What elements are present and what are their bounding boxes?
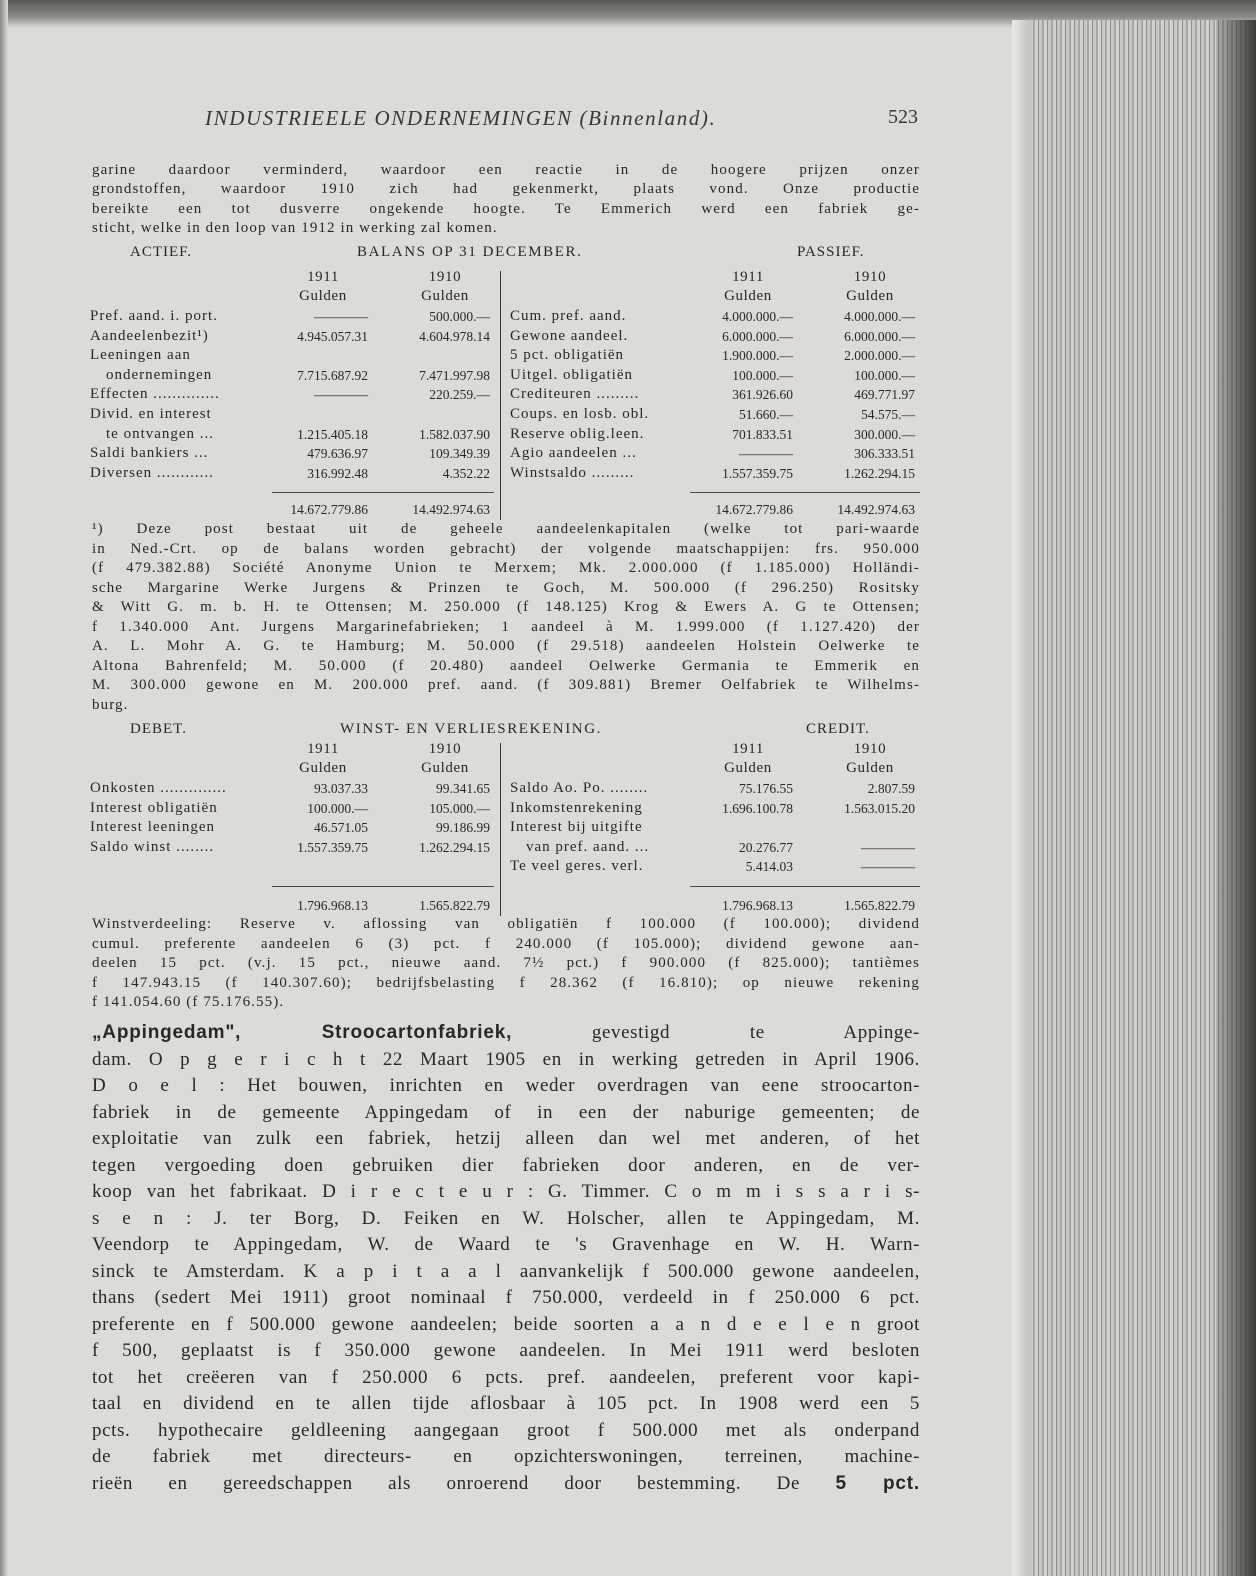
right_rows-row [0,366,1256,385]
row-label: Cum. pref. aand. [510,308,627,324]
row-label: Diversen ............ [90,464,214,481]
value-1910: 1.563.015.20 [844,800,915,816]
unit-header-l2: Gulden [421,760,469,776]
year-header-r2: 1910 [853,741,887,757]
value-1911: 4.000.000.— [722,309,793,324]
text-segment: gevestigd te Appinge- [512,1022,920,1043]
total-1910: 14.492.974.63 [412,502,490,517]
value-1910: ———— [861,839,915,855]
text-line: burg. [92,696,129,713]
text-segment: thans (sedert Mei 1911) groot nominaal f 750.000, verdeeld in f 250.000 6 pct. [92,1287,920,1308]
text-line [92,1153,920,1179]
text-segment: f 500, geplaatst is f 350.000 gewone aandeelen. In Mei 1911 werd besloten [92,1340,920,1361]
value-1911: 5.414.03 [745,859,793,875]
total-rule-right [690,886,920,887]
row-label: Inkomstenrekening [510,799,643,816]
column-divider [500,271,501,520]
total-1911: 14.672.779.86 [715,502,793,517]
value-1910: 500.000.— [429,309,490,324]
row-label: te ontvangen ... [106,425,215,442]
text-segment: Veendorp te Appingedam, W. de Waard te 's Gravenhage en W. H. Warn- [92,1234,920,1255]
year-header-r1: 1911 [732,741,764,757]
unit-header-l1: Gulden [299,288,347,304]
total-1910: 1.565.822.79 [419,898,490,913]
value-1911: 75.176.55 [739,781,793,796]
column-divider [500,743,501,916]
text-line: Altona Bahrenfeld; M. 50.000 (f 20.480) aandeel Oelwerke Germania te Emmerik en [92,657,920,674]
row-label: ondernemingen [106,366,213,383]
text-line [92,1020,920,1046]
value-1910: 1.262.294.15 [844,465,915,481]
total-1911: 1.796.968.13 [297,898,368,913]
value-1910: 469.771.97 [854,387,915,403]
right_rows-row [0,307,1256,326]
row-label: Te veel geres. verl. [510,858,644,875]
row-label: Uitgel. obligatiën [510,366,633,383]
text-line [92,1126,920,1152]
right_rows-row [0,444,1256,463]
value-1911: 701.833.51 [732,426,793,442]
unit-header-r2: Gulden [846,760,894,776]
running-header-title: INDUSTRIEELE ONDERNEMINGEN (Binnenland). [205,106,717,130]
unit-header-l2: Gulden [421,288,469,304]
text-line: f 141.054.60 (f 75.176.55). [92,994,285,1010]
text-line: sticht, welke in den loop van 1912 in werking zal komen. [92,220,498,237]
value-1910: 4.604.978.14 [419,328,490,344]
row-label: 5 pct. obligatiën [510,347,625,364]
value-1911: 1.557.359.75 [722,465,793,481]
value-1911: 316.992.48 [307,465,368,481]
value-1910: 4.000.000.— [844,309,915,324]
total-1911: 1.796.968.13 [722,898,793,913]
total-1911: 14.672.779.86 [290,502,368,517]
value-1910: ———— [861,859,915,875]
unit-header-r1: Gulden [724,288,772,304]
right_rows-row [0,425,1256,444]
winst-left-heading: DEBET. [130,721,187,737]
value-1911: 46.571.05 [314,820,368,836]
year-header-r2: 1910 [853,269,887,285]
bold-text: „Appingedam", Stroocartonfabriek, [92,1022,513,1043]
value-1911: 7.715.687.92 [297,367,368,383]
value-1911: 100.000.— [732,367,793,383]
row-label: Interest bij uitgifte [510,819,643,836]
row-label: Gewone aandeel. [510,327,629,344]
row-label: van pref. aand. ... [526,838,650,855]
text-line [92,1073,920,1099]
right_rows-row [0,838,1256,857]
row-label: Leeningen aan [90,347,191,364]
page-number: 523 [888,106,918,128]
value-1910: 306.333.51 [854,446,915,462]
right_rows-row [0,327,1256,346]
winst-right-heading: CREDIT. [806,721,870,737]
value-1910: 300.000.— [854,426,915,442]
text-segment: taal en dividend en te allen tijde aflosbaar à 105 pct. In 1908 werd een 5 [92,1393,920,1414]
year-header-l2: 1910 [428,741,462,757]
row-label: Aandeelenbezit¹) [90,327,209,344]
text-line [92,1444,920,1470]
year-header-l1: 1911 [307,741,339,757]
text-line: Winstverdeeling: Reserve v. aflossing van obligatiën f 100.000 (f 100.000); dividend [92,916,920,932]
right_rows-row [0,779,1256,798]
row-label: Pref. aand. i. port. [90,308,218,324]
text-segment: preferente en f 500.000 gewone aandeelen; beide soorten a a n d e e l e n groot [92,1313,920,1335]
text-line: garine daardoor verminderd, waardoor een reactie in de hoogere prijzen onzer [92,162,920,178]
balans-right-heading: PASSIEF. [797,244,865,260]
value-1910: 6.000.000.— [844,328,915,344]
text-line: grondstoffen, waardoor 1910 zich had gekenmerkt, plaats vond. Onze productie [92,181,920,198]
text-line [92,1471,920,1497]
text-line [92,1259,920,1285]
text-line [92,1285,920,1311]
text-line [92,1047,920,1073]
value-1910: 4.352.22 [442,465,490,481]
value-1911: 51.660.— [739,407,793,422]
text-segment: koop van het fabrikaat. D i r e c t e u r : G. Timmer. C o m m i s s a r i s- [92,1181,920,1202]
text-segment: tegen vergoeding doen gebruiken dier fabrieken door anderen, en de ver- [92,1154,920,1176]
text-segment: s e n : J. ter Borg, D. Feiken en W. Holscher, allen te Appingedam, M. [92,1207,920,1229]
text-segment: pcts. hypothecaire geldleening aangegaan groot f 500.000 met als onderpand [92,1419,920,1441]
text-segment: tot het creëeren van f 250.000 6 pcts. pref. aandeelen, preferent voor kapi- [92,1366,920,1388]
unit-header-r1: Gulden [724,760,772,776]
value-1910: 1.582.037.90 [419,426,490,442]
total-1910: 1.565.822.79 [844,898,915,913]
value-1911: 93.037.33 [314,781,368,796]
text-line [92,1312,920,1338]
value-1911: 361.926.60 [732,387,793,403]
text-segment: dam. O p g e r i c h t 22 Maart 1905 en in werking getreden in April 1906. [92,1048,920,1070]
row-label: Crediteuren ......... [510,386,640,403]
text-segment: de fabriek met directeurs- en opzichterswoningen, terreinen, machine- [92,1446,920,1467]
text-line [92,1206,920,1232]
value-1910: 109.349.39 [429,446,490,462]
row-label: Effecten .............. [90,386,220,403]
right_rows-row [0,405,1256,424]
row-label: Reserve oblig.leen. [510,425,645,442]
total-rule-left [272,886,494,887]
row-label: Interest obligatiën [90,799,218,816]
year-header-l1: 1911 [307,269,339,285]
balans-title: BALANS OP 31 DECEMBER. [357,244,583,260]
row-label: Divid. en interest [90,406,212,422]
text-line [92,1338,920,1364]
row-label: Winstsaldo ......... [510,464,635,481]
text-line: sche Margarine Werke Jurgens & Prinzen te Goch, M. 500.000 (f 296.250) Rositsky [92,579,920,596]
text-segment: exploitatie van zulk een fabriek, hetzij alleen dan wel met anderen, of het [92,1128,920,1149]
text-line [92,1179,920,1205]
text-line [92,1418,920,1444]
year-header-l2: 1910 [428,269,462,285]
value-1911: 6.000.000.— [722,328,793,344]
text-segment: rieën en gereedschappen als onroerend door bestemming. De [92,1472,836,1494]
value-1911: 1.215.405.18 [297,426,368,442]
text-segment: D o e l : Het bouwen, inrichten en weder overdragen van eene stroocarton- [92,1075,920,1096]
value-1911: 1.900.000.— [722,348,793,364]
value-1910: 99.341.65 [436,781,490,796]
right_rows-row [0,464,1256,483]
row-label: Saldo winst ........ [90,838,215,855]
total-rule-left [272,492,494,493]
row-label: Saldo Ao. Po. ........ [510,780,649,796]
value-1910: 1.262.294.15 [419,839,490,855]
unit-header-l1: Gulden [299,760,347,776]
row-label: Agio aandeelen ... [510,445,637,462]
unit-header-r2: Gulden [846,288,894,304]
text-line: M. 300.000 gewone en M. 200.000 pref. aand. (f 309.881) Bremer Oelfabriek te Wilhelms- [92,677,920,693]
text-segment: fabriek in de gemeente Appingedam of in een der naburige gemeenten; de [92,1101,920,1123]
text-line: f 147.943.15 (f 140.307.60); bedrijfsbelasting f 28.362 (f 16.810); op nieuwe rekening [92,974,920,991]
winst-title: WINST- EN VERLIESREKENING. [340,721,603,737]
text-line [92,1365,920,1391]
row-label: Onkosten .............. [90,780,227,796]
value-1910: 2.807.59 [867,781,915,796]
value-1910: 105.000.— [429,800,490,816]
value-1911: ———— [314,387,368,403]
text-line [92,1232,920,1258]
right_rows-row [0,346,1256,365]
text-line: in Ned.-Crt. op de balans worden gebracht) der volgende maatschappijen: frs. 950.000 [92,540,920,557]
right_rows-row [0,857,1256,876]
row-label: Saldi bankiers ... [90,445,209,462]
value-1911: 1.557.359.75 [297,839,368,855]
text-line: f 1.340.000 Ant. Jurgens Margarinefabrieken; 1 aandeel à M. 1.999.000 (f 1.127.420) der [92,618,920,635]
value-1911: 20.276.77 [739,839,793,855]
bold-text: 5 pct. [835,1472,920,1494]
value-1911: 479.636.97 [307,446,368,462]
year-header-r1: 1911 [732,269,764,285]
text-line: deelen 15 pct. (v.j. 15 pct., nieuwe aand. 7½ pct.) f 900.000 (f 825.000); tantièmes [92,955,920,971]
row-label: Interest leeningen [90,819,216,836]
value-1911: ———— [739,446,793,462]
text-line [92,1100,920,1126]
text-line: bereikte een tot dusverre ongekende hoogte. Te Emmerich werd een fabriek ge- [92,200,920,217]
right_rows-row [0,385,1256,404]
total-rule-right [690,492,920,493]
text-line: cumul. preferente aandeelen 6 (3) pct. f 240.000 (f 105.000); dividend gewone aan- [92,935,920,952]
value-1911: 1.696.100.78 [722,800,793,816]
value-1910: 220.259.— [429,387,490,403]
right_rows-row [0,799,1256,818]
text-line: A. L. Mohr A. G. te Hamburg; M. 50.000 (f 29.518) aandeelen Holstein Oelwerke te [92,638,920,654]
right_rows-row [0,818,1256,837]
value-1910: 54.575.— [861,407,915,422]
total-1910: 14.492.974.63 [837,502,915,517]
value-1911: 4.945.057.31 [297,328,368,344]
text-line: (f 479.382.88) Société Anonyme Union te Merxem; Mk. 2.000.000 (f 1.185.000) Holländi- [92,560,920,576]
balans-left-heading: ACTIEF. [130,244,193,260]
text-segment: sinck te Amsterdam. K a p i t a a l aanvankelijk f 500.000 gewone aandeelen, [92,1260,920,1282]
value-1910: 99.186.99 [436,820,490,836]
text-line: ¹) Deze post bestaat uit de geheele aandeelenkapitalen (welke tot pari-waarde [92,521,920,537]
value-1910: 100.000.— [854,367,915,383]
value-1911: 100.000.— [307,800,368,816]
value-1910: 7.471.997.98 [419,367,490,383]
value-1911: ———— [314,309,368,324]
text-line [92,1391,920,1417]
text-line: & Witt G. m. b. H. te Ottensen; M. 250.000 (f 148.125) Krog & Ewers A. G te Ottensen; [92,599,920,615]
row-label: Coups. en losb. obl. [510,406,650,422]
value-1910: 2.000.000.— [844,348,915,364]
